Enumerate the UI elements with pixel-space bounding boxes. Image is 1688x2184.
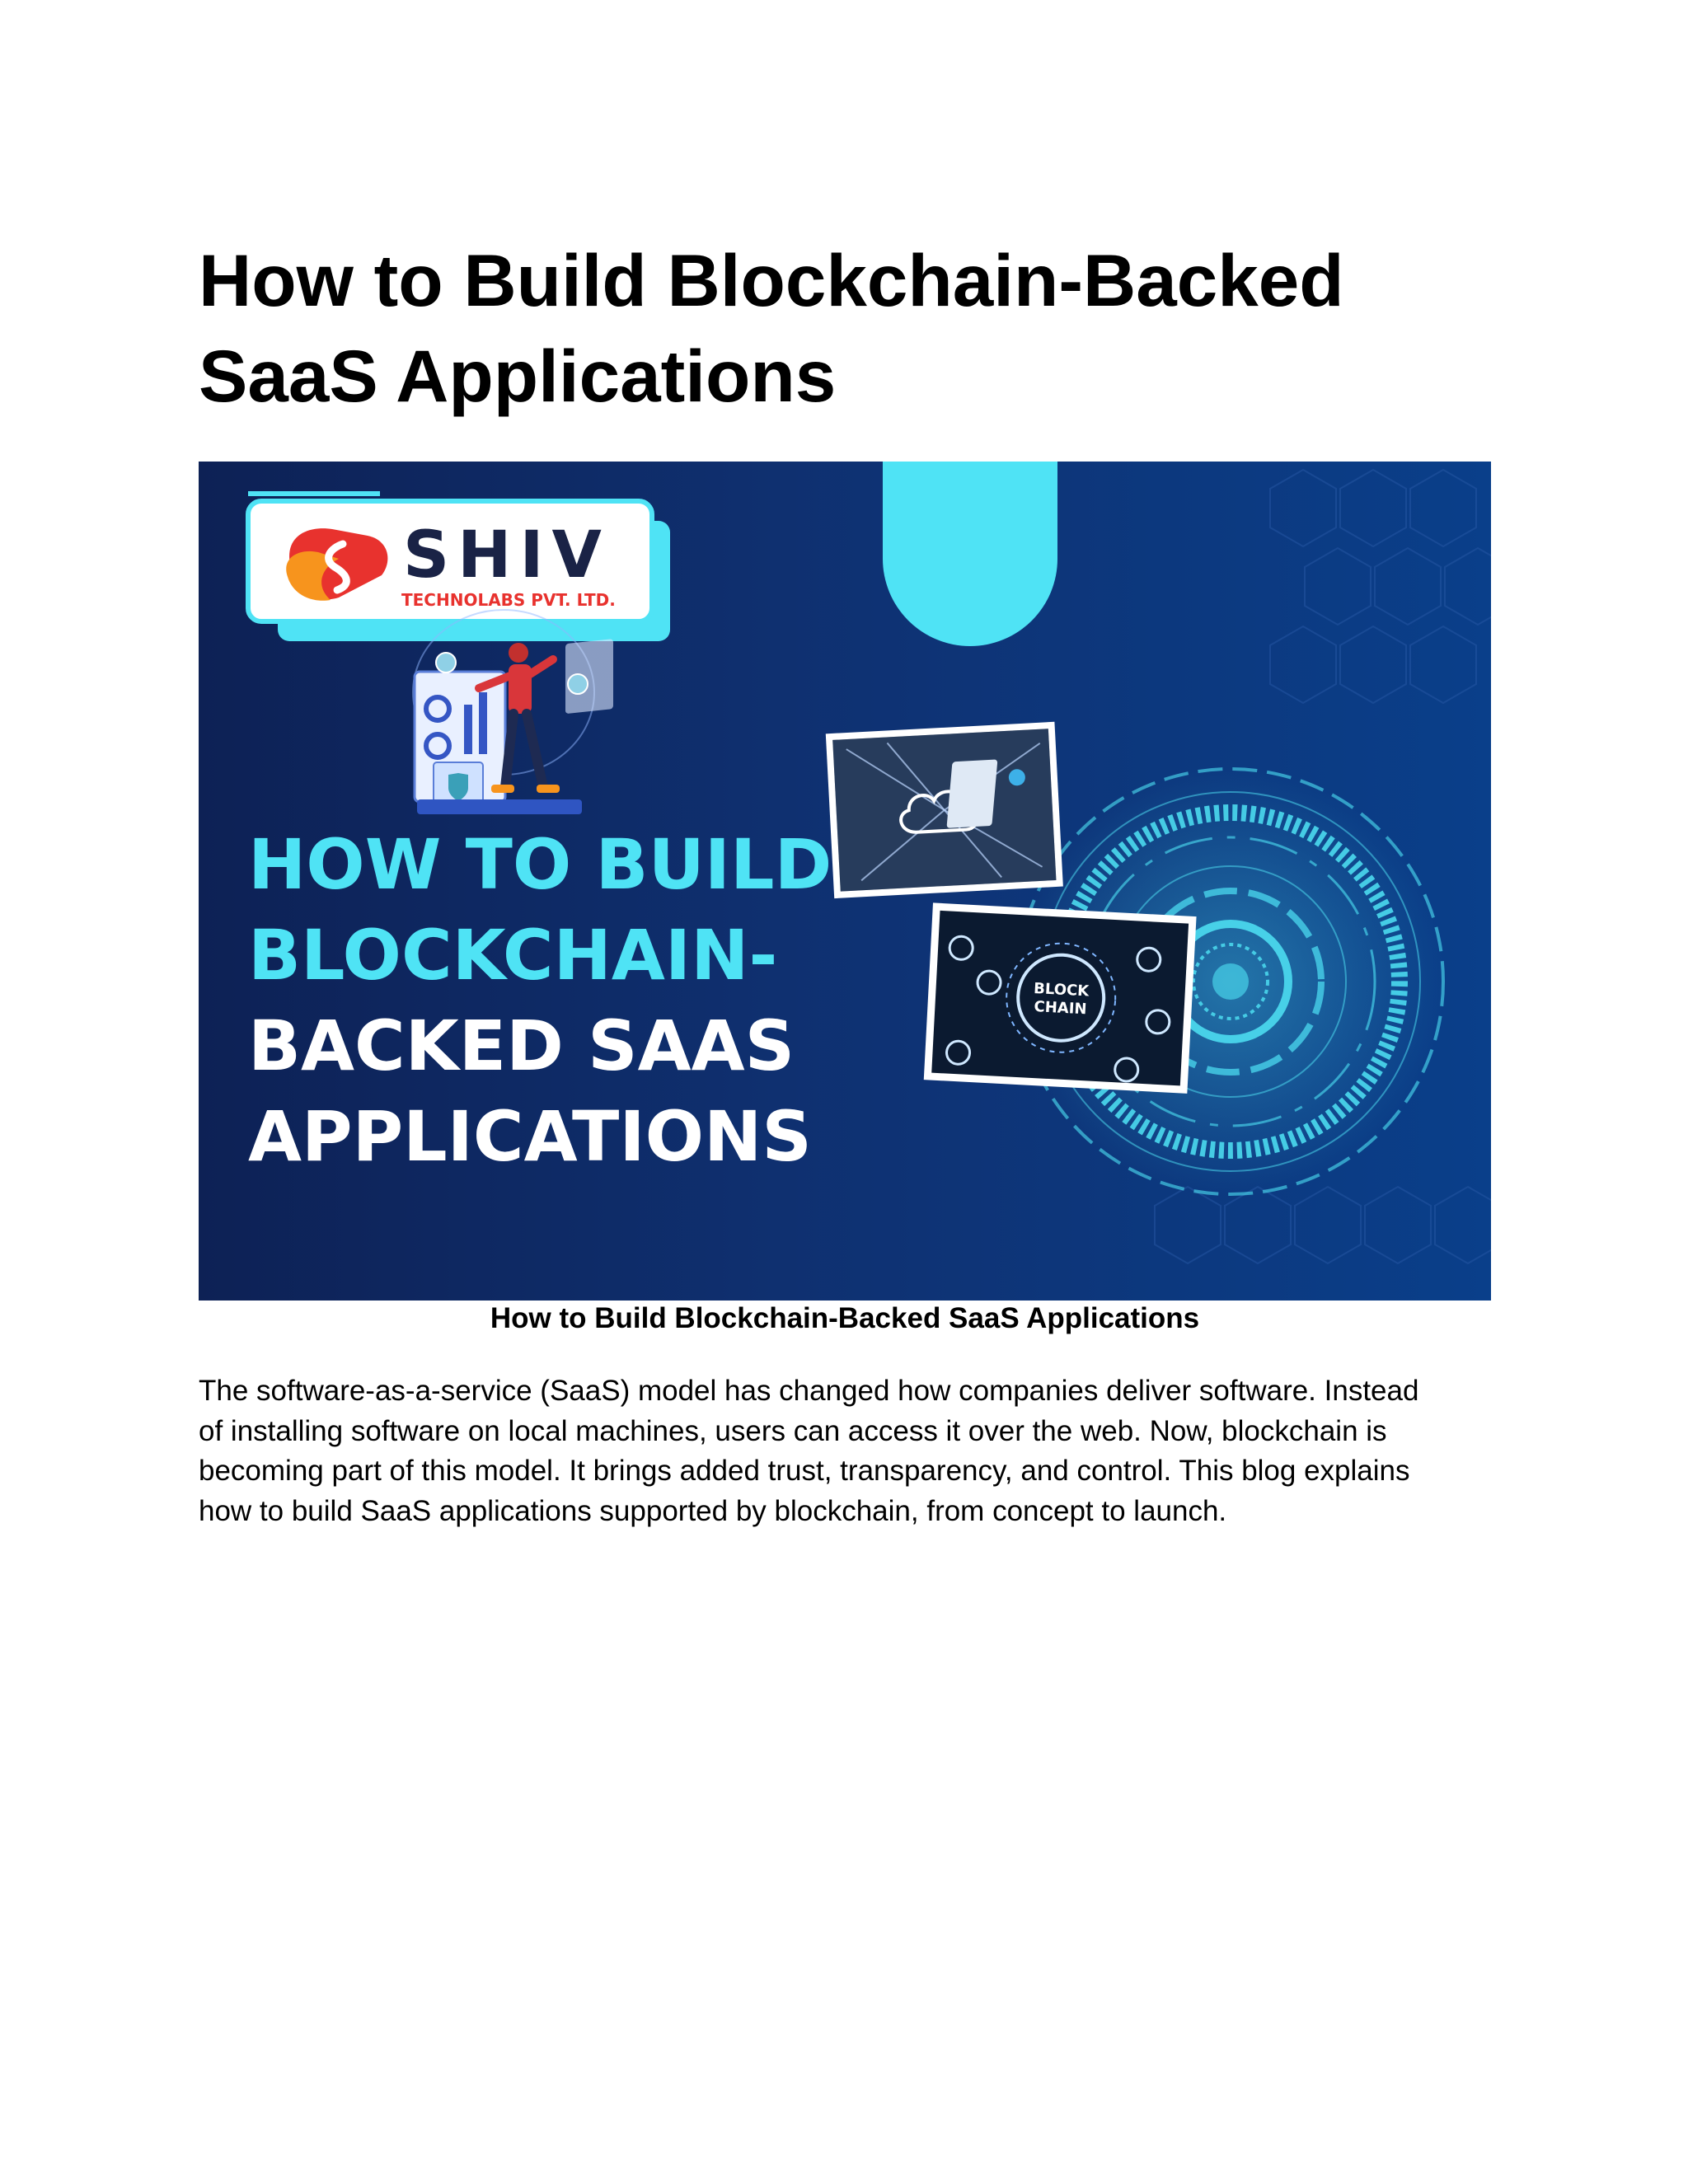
blockchain-photo xyxy=(924,902,1197,1093)
cyan-capsule-shape xyxy=(883,462,1057,646)
hero-headline xyxy=(248,824,832,1177)
hero-headline-line-2: BLOCKCHAIN- xyxy=(248,915,778,996)
blockchain-label-line-1: BLOCK xyxy=(1033,979,1090,1001)
paragraph-line: becoming part of this model. It brings added trust, transparency, and control. This blog explains xyxy=(199,1455,1410,1487)
cloud-laptop-photo xyxy=(826,722,1063,898)
intro-paragraph xyxy=(199,1371,1501,1531)
shiv-logo xyxy=(248,491,670,641)
title-line-2: SaaS Applications xyxy=(199,335,837,417)
paragraph-line: how to build SaaS applications supported by blockchain, from concept to launch. xyxy=(199,1494,1227,1527)
logo-brand-text: SHIV xyxy=(403,518,610,593)
paragraph-line: of installing software on local machines, users can access it over the web. Now, blockchain is xyxy=(199,1414,1387,1447)
hero-headline-line-4: APPLICATIONS xyxy=(248,1096,812,1177)
hero-headline-line-3: BACKED SAAS xyxy=(248,1005,795,1086)
figure-caption: How to Build Blockchain-Backed SaaS Applications xyxy=(490,1302,1200,1334)
paragraph-line: The software-as-a-service (SaaS) model has changed how companies deliver software. Instead xyxy=(199,1375,1419,1407)
page-title xyxy=(199,232,1517,424)
logo-subtitle-text: TECHNOLABS PVT. LTD. xyxy=(401,590,616,610)
hero-image xyxy=(199,462,1491,1301)
hero-headline-line-1: HOW TO BUILD xyxy=(248,824,832,905)
title-line-1: How to Build Blockchain-Backed xyxy=(199,239,1344,321)
hero-graphic xyxy=(199,462,1491,1301)
blockchain-label-line-2: CHAIN xyxy=(1034,998,1088,1019)
